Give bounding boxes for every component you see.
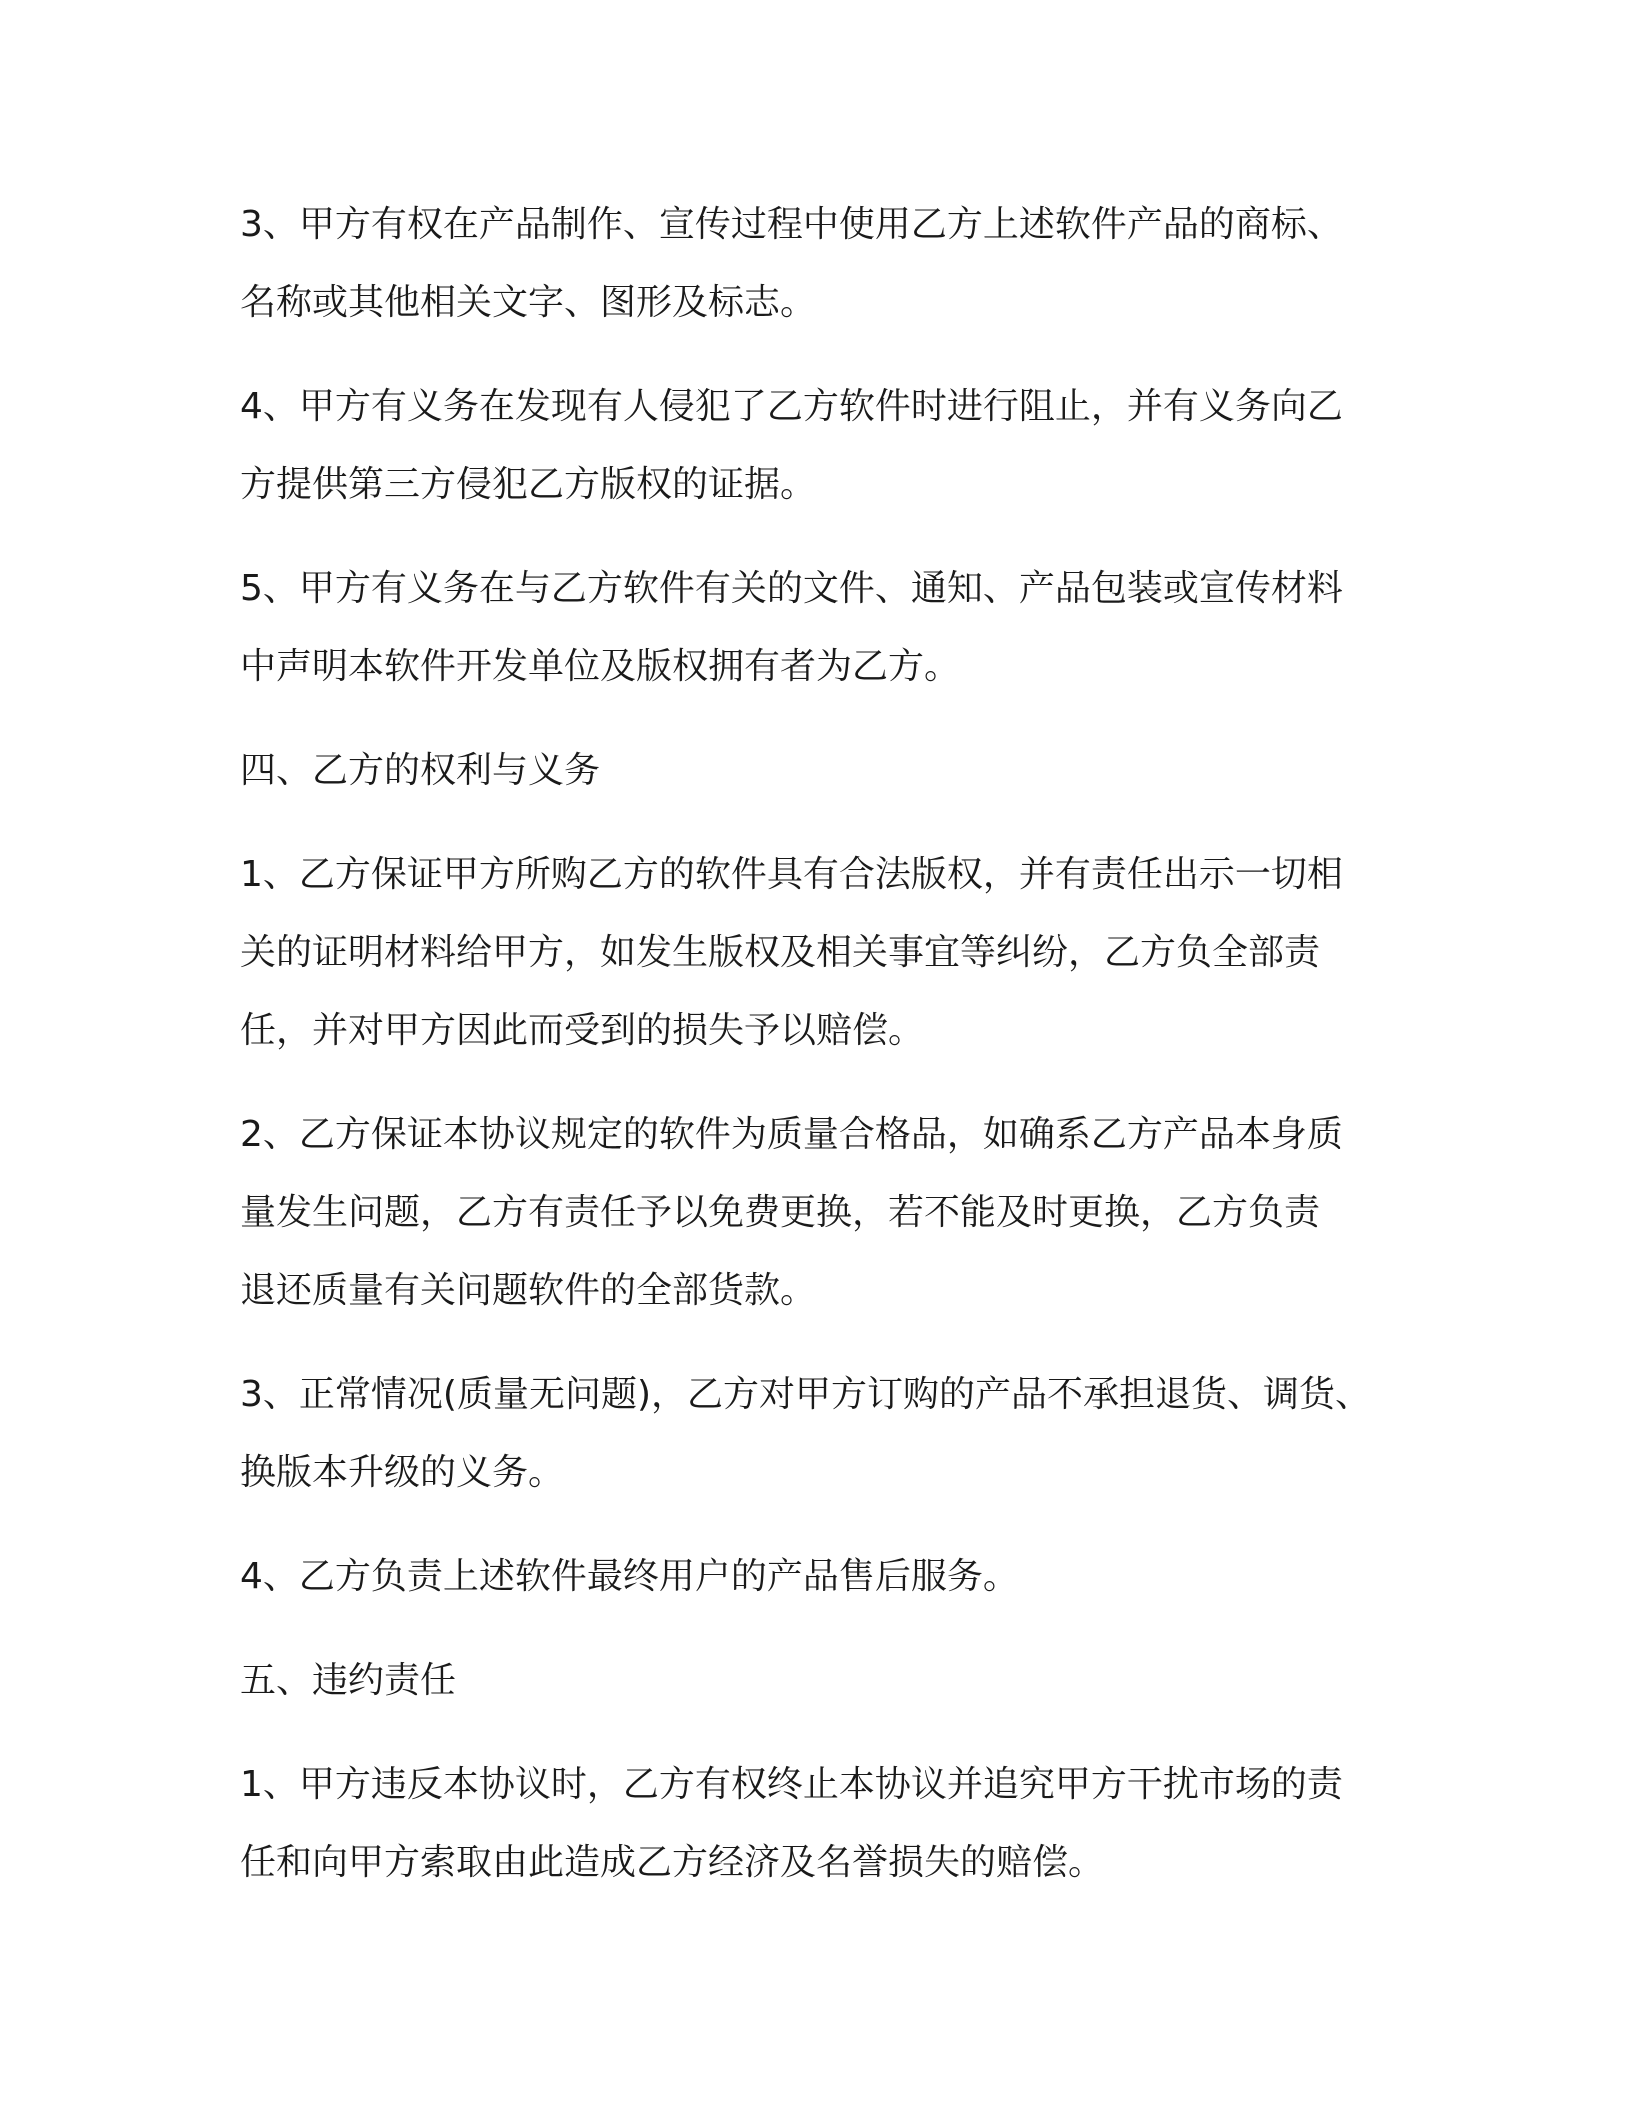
paragraph-line: 方提供第三方侵犯乙方版权的证据。: [240, 464, 817, 505]
paragraph: [240, 550, 1410, 706]
section-heading: [240, 732, 1410, 810]
paragraph-line: 名称或其他相关文字、图形及标志。: [240, 282, 817, 323]
paragraph-line: 任和向甲方索取由此造成乙方经济及名誉损失的赔偿。: [240, 1842, 1105, 1883]
paragraph-line: 中声明本软件开发单位及版权拥有者为乙方。: [240, 646, 961, 687]
section-heading: [240, 1642, 1410, 1720]
paragraph: [240, 1538, 1410, 1616]
paragraph-line: 4、甲方有义务在发现有人侵犯了乙方软件时进行阻止，并有义务向乙: [240, 386, 1343, 427]
section-heading-text: 五、违约责任: [240, 1660, 457, 1701]
paragraph: [240, 186, 1410, 342]
paragraph-line: 4、乙方负责上述软件最终用户的产品售后服务。: [240, 1556, 1019, 1597]
paragraph-line: 3、甲方有权在产品制作、宣传过程中使用乙方上述软件产品的商标、: [240, 204, 1343, 245]
paragraph-line: 1、乙方保证甲方所购乙方的软件具有合法版权，并有责任出示一切相: [240, 854, 1343, 895]
paragraph-line: 关的证明材料给甲方，如发生版权及相关事宜等纠纷，乙方负全部责: [240, 932, 1321, 973]
document-body: [240, 186, 1410, 1928]
paragraph-line: 2、乙方保证本协议规定的软件为质量合格品，如确系乙方产品本身质: [240, 1114, 1343, 1155]
paragraph-line: 任，并对甲方因此而受到的损失予以赔偿。: [240, 1010, 925, 1051]
paragraph-line: 退还质量有关问题软件的全部货款。: [240, 1270, 817, 1311]
paragraph: [240, 368, 1410, 524]
paragraph: [240, 1746, 1410, 1902]
paragraph-line: 3、正常情况(质量无问题)，乙方对甲方订购的产品不承担退货、调货、: [240, 1374, 1371, 1415]
paragraph-line: 量发生问题，乙方有责任予以免费更换，若不能及时更换，乙方负责: [240, 1192, 1321, 1233]
paragraph: [240, 836, 1410, 1070]
paragraph: [240, 1096, 1410, 1330]
paragraph-line: 换版本升级的义务。: [240, 1452, 565, 1493]
paragraph: [240, 1356, 1410, 1512]
paragraph-line: 5、甲方有义务在与乙方软件有关的文件、通知、产品包装或宣传材料: [240, 568, 1343, 609]
section-heading-text: 四、乙方的权利与义务: [240, 750, 601, 791]
paragraph-line: 1、甲方违反本协议时，乙方有权终止本协议并追究甲方干扰市场的责: [240, 1764, 1343, 1805]
